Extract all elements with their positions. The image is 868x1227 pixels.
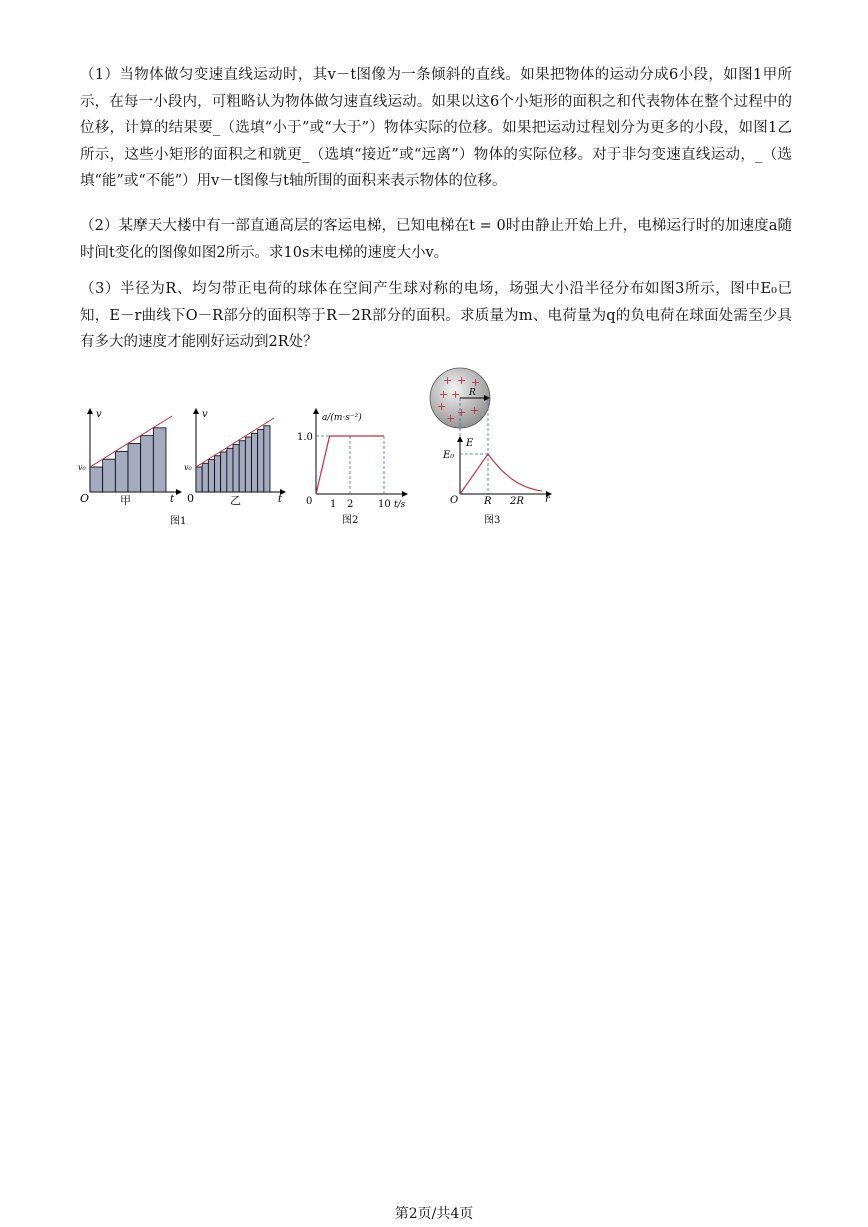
- figure-1: [74, 404, 313, 530]
- figure-3-e0: E₀: [443, 450, 455, 461]
- figure-2-xtick-2: 2: [347, 499, 354, 510]
- figure-1-jia: [78, 408, 182, 507]
- figure-2-ylabel: a/(m·s⁻²): [322, 413, 362, 423]
- figure-1-yi-sublabel: 乙: [230, 494, 241, 507]
- figure-3-ylabel: E: [466, 438, 474, 449]
- figure-1-jia-origin: O: [80, 492, 90, 505]
- svg-text:+: +: [439, 388, 449, 401]
- bar-6: [153, 428, 166, 492]
- figure-1-yi-bars: [196, 426, 270, 492]
- figure-2-caption: 图2: [342, 515, 359, 526]
- figure-1-yi-ylabel: v: [202, 409, 208, 420]
- page-footer: 第2页/共4页: [394, 1206, 474, 1222]
- figure-1-yi-origin: 0: [187, 492, 194, 505]
- bar-8: [239, 441, 245, 492]
- bar-6: [227, 448, 233, 492]
- figure-1-jia-sublabel: 甲: [120, 494, 131, 507]
- svg-text:+: +: [470, 404, 480, 417]
- figure-2-acceleration-line: [316, 436, 384, 494]
- figure-3: [426, 364, 558, 530]
- figure-2-xtick-1: 1: [330, 499, 337, 510]
- figure-2: [294, 406, 414, 530]
- svg-text:+: +: [457, 406, 467, 419]
- svg-text:+: +: [437, 400, 447, 413]
- figure-3-svg: [426, 364, 558, 530]
- bar-10: [252, 433, 258, 492]
- figure-2-xlabel: t/s: [394, 500, 406, 510]
- bar-5: [221, 452, 227, 492]
- svg-text:+: +: [471, 376, 481, 389]
- figure-3-xtick-2r: 2R: [510, 496, 524, 507]
- svg-text:+: +: [451, 388, 461, 401]
- bar-2: [202, 463, 208, 492]
- figure-3-xtick-r: R: [484, 496, 492, 507]
- svg-text:+: +: [446, 412, 456, 425]
- bar-5: [141, 436, 154, 492]
- figure-3-xlabel: r: [545, 494, 550, 505]
- figure-1-yi: [184, 408, 286, 507]
- figure-2-ytick: 1.0: [297, 432, 313, 443]
- bar-9: [245, 437, 251, 492]
- sphere-radius-label: R: [469, 388, 476, 398]
- figure-3-origin: O: [450, 495, 459, 506]
- figure-1-jia-ylabel: v: [96, 409, 102, 420]
- figure-2-origin: 0: [306, 496, 313, 507]
- bar-1: [90, 467, 103, 492]
- question-2: （2）某摩天大楼中有一部直通高层的客运电梯，已知电梯在t = 0时由静止开始上升，电梯运行时的加速度a随时间t变化的图像如图2所示。求10s末电梯的速度大小v。: [80, 218, 792, 261]
- svg-text:+: +: [443, 374, 453, 387]
- bar-3: [115, 451, 128, 492]
- bar-12: [264, 426, 270, 492]
- bar-1: [196, 467, 202, 492]
- bar-11: [258, 430, 264, 493]
- figure-1-yi-v0: v₀: [184, 463, 192, 472]
- question-1: （1）当物体做匀变速直线运动时，其v－t图像为一条倾斜的直线。如果把物体的运动分成6小段，如图1甲所示，在每一小段内，可粗略认为物体做匀速直线运动。如果以这6个小矩形的面积之和代表物体在整个过程中的位移，计算的结果要_（选填“小于”或“大于”）物体实际的位移。如果把运动过程划分为更多的小段，如图1乙所示，这些小矩形的面积之和就更_（选填“接近”或“远离”）物体的实际位移。对于非匀变速直线运动，_（选填“能”或“不能”）用v－t图像与t轴所围的面积来表示物体的位移。: [80, 67, 792, 189]
- bar-7: [233, 445, 239, 493]
- figure-1-svg: [74, 404, 313, 530]
- figure-1-yi-xlabel: t: [278, 494, 283, 505]
- question-3: （3）半径为R、均匀带正电荷的球体在空间产生球对称的电场，场强大小沿半径分布如图3所示，图中E₀已知，E－r曲线下O－R部分的面积等于R－2R部分的面积。求质量为m、电荷量为q的负电荷在球面处需至少具有多大的速度才能刚好运动到2R处？: [80, 281, 792, 350]
- figure-1-jia-xlabel: t: [170, 494, 175, 505]
- bar-2: [103, 459, 116, 492]
- figure-1-jia-v0: v₀: [78, 463, 86, 472]
- figure-3-caption: 图3: [484, 515, 501, 526]
- bar-4: [215, 456, 221, 492]
- bar-4: [128, 444, 141, 493]
- figure-1-caption: 图1: [170, 516, 187, 527]
- svg-text:+: +: [457, 374, 467, 387]
- figure-2-svg: [294, 406, 414, 530]
- figure-2-xtick-10: 10: [378, 499, 391, 510]
- bar-3: [208, 460, 214, 493]
